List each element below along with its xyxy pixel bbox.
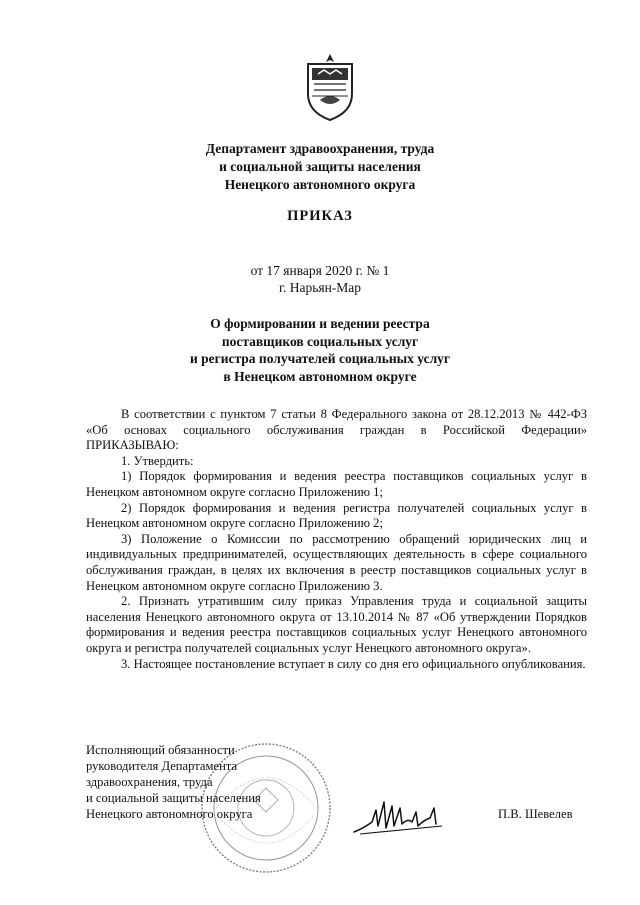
signatory-line: и социальной защиты населения: [86, 791, 261, 805]
signatory-line: руководителя Департамента: [86, 759, 238, 773]
order-body: [86, 407, 587, 672]
header-line: Ненецкого автономного округа: [224, 177, 416, 192]
body-paragraph: 3) Положение о Комиссии по рассмотрению обращений юридических лиц и индивидуальных предпринимателей, осуществляющих деятельность в сфере социального обслуживания граждан, в целях их включения в реестр поставщиков социальных услуг в Ненецком автономном округе согласно Приложению 3.: [86, 531, 587, 593]
body-paragraph: 1. Утвердить:: [121, 453, 194, 468]
header-line: Департамент здравоохранения, труда: [205, 141, 435, 156]
signatory-title: [86, 742, 261, 822]
body-paragraph: В соответствии с пунктом 7 статьи 8 Федерального закона от 28.12.2013 № 442-ФЗ «Об основах социального обслуживания граждан в Российской Федерации» ПРИКАЗЫВАЮ:: [86, 407, 587, 453]
subject-line: в Ненецком автономном округе: [223, 368, 417, 384]
date-line: от 17 января 2020 г. № 1: [250, 263, 390, 278]
signatory-line: Исполняющий обязанности: [86, 743, 235, 757]
signatory-line: здравоохранения, труда: [86, 775, 213, 789]
date-and-place: [0, 262, 640, 296]
order-subject: [0, 315, 640, 385]
subject-line: поставщиков социальных услуг: [221, 333, 419, 349]
document-title: ПРИКАЗ: [287, 208, 353, 224]
subject-line: и регистра получателей социальных услуг: [189, 351, 451, 366]
body-paragraph: 2. Признать утратившим силу приказ Управления труда и социальной защиты населения Ненецкого автономного округа от 13.10.2014 № 87 «Об утверждении Порядков формирования и ведения реестра поставщиков социальных услуг Ненецкого автономного округа и регистра получателей социальных услуг Ненецкого автономного округа».: [86, 594, 587, 655]
coat-of-arms-icon: [300, 50, 360, 122]
body-paragraph: 2) Порядок формирования и ведения регистра получателей социальных услуг в Ненецком автономном округе согласно Приложению 2;: [86, 500, 587, 531]
place-line: г. Нарьян-Мар: [278, 280, 362, 295]
body-paragraph: 3. Настоящее постановление вступает в силу со дня его официального опубликования.: [121, 656, 586, 671]
subject-line: О формировании и ведении реестра: [210, 316, 430, 331]
signatory-name: П.В. Шевелев: [498, 807, 573, 821]
department-header: [0, 140, 640, 194]
signatory-line: Ненецкого автономного округа: [86, 807, 253, 821]
handwritten-signature-icon: [350, 788, 470, 843]
header-line: и социальной защиты населения: [219, 159, 421, 174]
body-paragraph: 1) Порядок формирования и ведения реестра поставщиков социальных услуг в Ненецком автономном округе согласно Приложению 1;: [86, 469, 587, 499]
